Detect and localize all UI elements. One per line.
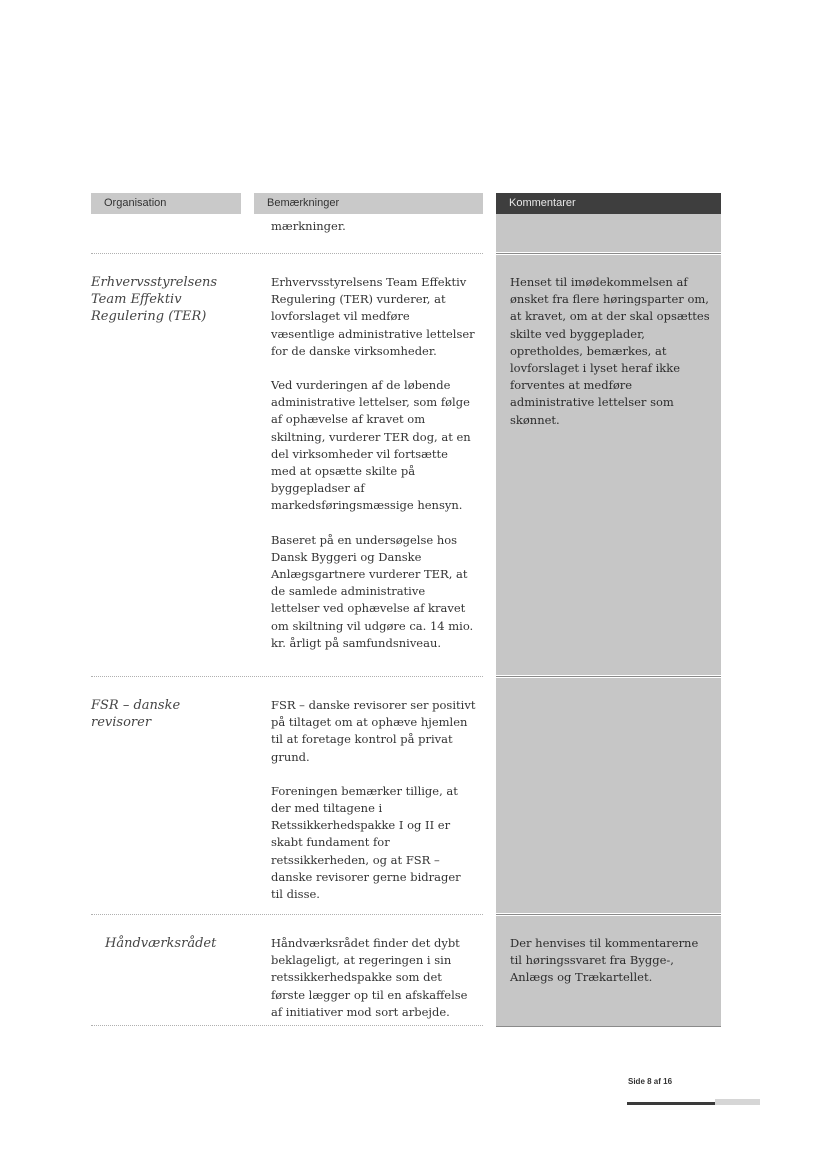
row-comment: Der henvises til kommentarerne til høringssvaret fra Bygge-, Anlægs og Trækartellet.: [510, 936, 699, 985]
row-divider: [496, 1026, 721, 1027]
remark-paragraph: Foreningen bemærker tillige, at der med tiltagene i Retssikkerhedspakke I og II er skabt fundament for retssikkerheden, og at FSR – danske revisorer gerne bidrager til disse.: [271, 783, 461, 902]
footer-bar-light: [715, 1099, 760, 1105]
row-remarks: [271, 274, 476, 669]
row-organisation: Håndværksrådet: [105, 936, 217, 951]
remark-paragraph: Håndværksrådet finder det dybt beklageligt, at regeringen i sin retssikkerhedspakke som det første lægger op til en afskaffelse af initiativer mod sort arbejde.: [271, 936, 468, 1019]
remark-paragraph: Baseret på en undersøgelse hos Dansk Byggeri og Danske Anlægsgartnere vurderer TER, at de samlede administrative lettelser ved ophævelse af kravet om skiltning vil udgøre ca. 14 mio. kr. årligt på samfundsniveau.: [271, 532, 474, 650]
remark-paragraph: FSR – danske revisorer ser positivt på tiltaget om at ophæve hjemlen til at foretage kontrol på privat grund.: [271, 698, 476, 764]
row-divider: [91, 676, 483, 677]
carry-over-remark: mærkninger.: [271, 219, 346, 233]
row-divider: [496, 253, 721, 254]
row-divider: [496, 676, 721, 677]
comment-cell-fsr: [496, 678, 721, 913]
comment-cell-carry: [496, 214, 721, 252]
row-divider: [496, 914, 721, 915]
page-number: Side 8 af 16: [628, 1077, 673, 1086]
row-organisation: FSR – danske revisorer: [91, 698, 181, 730]
header-remarks: Bemærkninger: [254, 193, 483, 214]
remark-paragraph: Erhvervsstyrelsens Team Effektiv Regulering (TER) vurderer, at lovforslaget vil medføre væsentlige administrative lettelser for de danske virksomheder.: [271, 275, 475, 358]
row-comment: Henset til imødekommelsen af ønsket fra flere høringsparter om, at kravet, om at der skal opsættes skilte ved byggeplader, opretholdes, bemærkes, at lovforslaget i lyset heraf ikke forventes at medføre administrative lettelser som skønnet.: [510, 275, 710, 427]
row-remarks: [271, 935, 476, 1038]
remark-paragraph: Ved vurderingen af de løbende administrative lettelser, som følge af ophævelse af kravet om skiltning, vurderer TER dog, at en del virksomheder vil fortsætte med at opsætte skilte på byggepladser af markedsføringsmæssige hensyn.: [271, 378, 471, 513]
header-organisation: Organisation: [91, 193, 241, 214]
header-comments: Kommentarer: [496, 193, 721, 214]
footer-bar: [627, 1102, 715, 1105]
row-divider: [91, 253, 483, 254]
row-remarks: [271, 697, 476, 920]
row-organisation: Erhvervsstyrelsens Team Effektiv Regulering (TER): [91, 275, 218, 324]
